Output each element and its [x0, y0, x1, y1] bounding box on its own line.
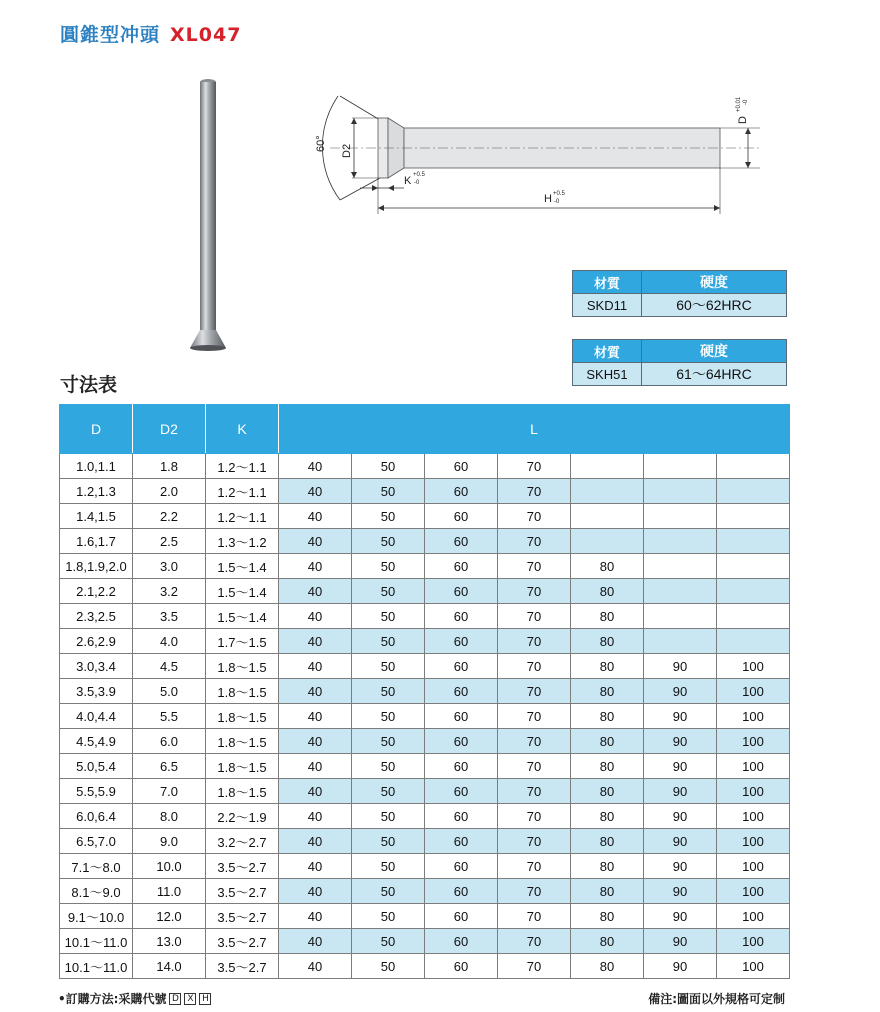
cell-d: 3.0,3.4	[60, 654, 133, 679]
material-header: 材質	[573, 340, 642, 363]
cell-d2: 5.0	[133, 679, 206, 704]
cell-l	[717, 629, 790, 654]
cell-l: 50	[352, 579, 425, 604]
cell-l: 80	[571, 854, 644, 879]
cell-l: 70	[498, 829, 571, 854]
cell-l: 50	[352, 704, 425, 729]
cell-l: 70	[498, 554, 571, 579]
cell-k: 2.2～1.9	[206, 804, 279, 829]
table-row	[60, 454, 790, 479]
hardness-header: 硬度	[642, 271, 787, 294]
cell-l: 70	[498, 529, 571, 554]
header-d2: D2	[133, 405, 206, 454]
cell-d: 5.5,5.9	[60, 779, 133, 804]
cell-l: 50	[352, 679, 425, 704]
d-label: D	[737, 116, 749, 124]
cell-l: 40	[279, 879, 352, 904]
cell-l: 70	[498, 679, 571, 704]
cell-l: 40	[279, 554, 352, 579]
cell-k: 3.5～2.7	[206, 854, 279, 879]
cell-l: 80	[571, 779, 644, 804]
cell-l: 50	[352, 554, 425, 579]
table-row	[60, 629, 790, 654]
cell-l	[644, 529, 717, 554]
material-header: 材質	[573, 271, 642, 294]
cell-d2: 6.0	[133, 729, 206, 754]
cell-d2: 5.5	[133, 704, 206, 729]
cell-l: 70	[498, 479, 571, 504]
order-method	[58, 990, 211, 1007]
cell-k: 1.5～1.4	[206, 604, 279, 629]
cell-l: 50	[352, 929, 425, 954]
cell-l	[717, 504, 790, 529]
size-table	[59, 404, 790, 979]
cell-l: 100	[717, 829, 790, 854]
cell-d2: 1.8	[133, 454, 206, 479]
cell-l: 80	[571, 954, 644, 979]
cell-k: 1.3～1.2	[206, 529, 279, 554]
cell-l: 50	[352, 854, 425, 879]
cell-d2: 2.0	[133, 479, 206, 504]
cell-l: 60	[425, 879, 498, 904]
cell-l: 40	[279, 529, 352, 554]
cell-k: 1.8～1.5	[206, 779, 279, 804]
cell-l: 40	[279, 804, 352, 829]
cell-l: 100	[717, 729, 790, 754]
cell-l: 100	[717, 854, 790, 879]
cell-l: 70	[498, 754, 571, 779]
cell-d2: 3.5	[133, 604, 206, 629]
cell-l: 50	[352, 654, 425, 679]
table-row	[60, 554, 790, 579]
cell-l: 60	[425, 579, 498, 604]
cell-l	[644, 629, 717, 654]
cell-d2: 3.2	[133, 579, 206, 604]
cell-l: 50	[352, 904, 425, 929]
table-row	[60, 679, 790, 704]
cell-l: 90	[644, 804, 717, 829]
custom-spec-note: 備注:圖面以外規格可定制	[648, 992, 785, 1006]
cell-d: 10.1～11.0	[60, 954, 133, 979]
header-d: D	[60, 405, 133, 454]
hardness-header: 硬度	[642, 340, 787, 363]
cell-l: 40	[279, 629, 352, 654]
cell-l: 50	[352, 954, 425, 979]
cell-l	[644, 504, 717, 529]
cell-l: 60	[425, 529, 498, 554]
cell-l: 40	[279, 729, 352, 754]
cell-l: 50	[352, 629, 425, 654]
cell-l: 100	[717, 929, 790, 954]
cell-l: 100	[717, 779, 790, 804]
cell-d2: 9.0	[133, 829, 206, 854]
cell-d: 1.2,1.3	[60, 479, 133, 504]
cell-l	[717, 529, 790, 554]
cell-d: 1.6,1.7	[60, 529, 133, 554]
table-row	[60, 854, 790, 879]
page-title	[60, 20, 241, 47]
cell-l: 70	[498, 854, 571, 879]
cell-d: 4.0,4.4	[60, 704, 133, 729]
cell-l: 80	[571, 804, 644, 829]
cell-l	[571, 454, 644, 479]
cell-l: 60	[425, 479, 498, 504]
h-tolerance-upper: +0.5	[553, 191, 565, 197]
cell-l: 50	[352, 879, 425, 904]
cell-l: 40	[279, 929, 352, 954]
header-k: K	[206, 405, 279, 454]
cell-d2: 11.0	[133, 879, 206, 904]
hardness-value: 61～64HRC	[642, 363, 787, 386]
table-row	[60, 654, 790, 679]
cell-l	[644, 479, 717, 504]
cell-l: 50	[352, 729, 425, 754]
cell-l: 80	[571, 679, 644, 704]
cell-l: 70	[498, 729, 571, 754]
code-box-x: X	[184, 993, 196, 1005]
cell-l: 50	[352, 504, 425, 529]
cell-l: 70	[498, 704, 571, 729]
cell-l: 40	[279, 779, 352, 804]
cell-l: 100	[717, 954, 790, 979]
cell-l	[571, 504, 644, 529]
cell-k: 1.2～1.1	[206, 504, 279, 529]
cell-l: 60	[425, 654, 498, 679]
cell-d2: 4.0	[133, 629, 206, 654]
cell-d: 2.3,2.5	[60, 604, 133, 629]
cell-d: 2.1,2.2	[60, 579, 133, 604]
cell-l: 50	[352, 529, 425, 554]
cell-l	[717, 604, 790, 629]
table-row	[60, 754, 790, 779]
cell-l: 40	[279, 904, 352, 929]
cell-l: 60	[425, 604, 498, 629]
cell-d: 6.5,7.0	[60, 829, 133, 854]
cell-k: 3.5～2.7	[206, 929, 279, 954]
h-label: H	[544, 193, 552, 205]
cell-l: 90	[644, 954, 717, 979]
cell-l: 70	[498, 579, 571, 604]
cell-l: 70	[498, 879, 571, 904]
cell-d2: 3.0	[133, 554, 206, 579]
d-tolerance-lower: -0	[743, 99, 749, 105]
cell-d: 1.4,1.5	[60, 504, 133, 529]
cell-k: 3.5～2.7	[206, 904, 279, 929]
cell-l	[644, 554, 717, 579]
cell-l: 40	[279, 504, 352, 529]
cell-l: 80	[571, 754, 644, 779]
cell-d: 9.1～10.0	[60, 904, 133, 929]
cell-l: 40	[279, 479, 352, 504]
cell-l: 90	[644, 704, 717, 729]
cell-l: 70	[498, 804, 571, 829]
cell-l	[644, 579, 717, 604]
header-l: L	[279, 405, 790, 454]
cell-l: 100	[717, 754, 790, 779]
cell-d2: 8.0	[133, 804, 206, 829]
cell-d: 8.1～9.0	[60, 879, 133, 904]
cell-l	[717, 579, 790, 604]
k-tolerance-lower: -0	[414, 180, 420, 186]
cell-l: 40	[279, 854, 352, 879]
angle-label: 60°	[315, 135, 327, 152]
cell-l: 60	[425, 829, 498, 854]
material-table-skh51	[572, 339, 787, 386]
cell-l: 70	[498, 454, 571, 479]
table-row	[60, 904, 790, 929]
cell-l: 90	[644, 904, 717, 929]
table-row	[60, 779, 790, 804]
cell-l: 60	[425, 629, 498, 654]
cell-l	[571, 479, 644, 504]
cell-l: 90	[644, 654, 717, 679]
table-row	[60, 579, 790, 604]
cell-l: 80	[571, 729, 644, 754]
cell-l: 80	[571, 629, 644, 654]
cell-l: 60	[425, 754, 498, 779]
cell-k: 1.7～1.5	[206, 629, 279, 654]
cell-l: 70	[498, 954, 571, 979]
cell-k: 3.2～2.7	[206, 829, 279, 854]
cell-l: 80	[571, 704, 644, 729]
cell-d2: 2.2	[133, 504, 206, 529]
cell-l: 100	[717, 904, 790, 929]
cell-l: 50	[352, 779, 425, 804]
cell-d2: 2.5	[133, 529, 206, 554]
cell-k: 1.2～1.1	[206, 454, 279, 479]
cell-l: 90	[644, 679, 717, 704]
cell-k: 3.5～2.7	[206, 954, 279, 979]
table-row	[60, 929, 790, 954]
cell-l: 70	[498, 604, 571, 629]
cell-l: 90	[644, 929, 717, 954]
code-box-d: D	[169, 993, 181, 1005]
cell-l: 50	[352, 804, 425, 829]
cell-l: 40	[279, 754, 352, 779]
cell-l: 60	[425, 554, 498, 579]
cell-d2: 6.5	[133, 754, 206, 779]
d-tolerance-upper: +0.01	[736, 96, 742, 112]
size-table-body	[60, 454, 790, 979]
k-tolerance-upper: +0.5	[413, 172, 425, 178]
cell-l	[644, 604, 717, 629]
cell-k: 1.5～1.4	[206, 554, 279, 579]
cell-l: 50	[352, 479, 425, 504]
cell-l: 60	[425, 729, 498, 754]
cell-l: 80	[571, 654, 644, 679]
table-row	[60, 604, 790, 629]
cell-l	[717, 479, 790, 504]
cell-l: 50	[352, 454, 425, 479]
cell-l: 100	[717, 679, 790, 704]
cell-k: 1.8～1.5	[206, 754, 279, 779]
material-value: SKH51	[573, 363, 642, 386]
cell-l: 40	[279, 579, 352, 604]
cell-d: 7.1～8.0	[60, 854, 133, 879]
cell-k: 1.5～1.4	[206, 579, 279, 604]
cell-l: 60	[425, 904, 498, 929]
cell-l: 80	[571, 829, 644, 854]
cell-d: 2.6,2.9	[60, 629, 133, 654]
cell-l	[717, 554, 790, 579]
product-code: XL047	[170, 24, 242, 46]
cell-l: 60	[425, 929, 498, 954]
cell-l: 90	[644, 754, 717, 779]
cell-l: 100	[717, 654, 790, 679]
cell-l: 60	[425, 454, 498, 479]
cell-k: 1.8～1.5	[206, 729, 279, 754]
cell-d: 1.8,1.9,2.0	[60, 554, 133, 579]
product-name: 圓錐型冲頭	[60, 24, 161, 46]
cell-l: 90	[644, 729, 717, 754]
table-row	[60, 729, 790, 754]
cell-l: 50	[352, 604, 425, 629]
cell-l: 90	[644, 854, 717, 879]
cell-k: 1.8～1.5	[206, 654, 279, 679]
material-table-skd11	[572, 270, 787, 317]
cell-d: 1.0,1.1	[60, 454, 133, 479]
cell-l: 100	[717, 879, 790, 904]
cell-k: 3.5～2.7	[206, 879, 279, 904]
cell-l: 90	[644, 879, 717, 904]
cell-d2: 13.0	[133, 929, 206, 954]
cell-l: 90	[644, 779, 717, 804]
cell-l	[717, 454, 790, 479]
k-label: K	[404, 175, 412, 187]
cell-l: 40	[279, 679, 352, 704]
cell-l: 70	[498, 779, 571, 804]
h-tolerance-lower: -0	[554, 199, 560, 205]
cell-k: 1.2～1.1	[206, 479, 279, 504]
cell-l: 70	[498, 629, 571, 654]
cell-l: 70	[498, 654, 571, 679]
cell-l: 60	[425, 504, 498, 529]
cell-l: 60	[425, 854, 498, 879]
table-row	[60, 829, 790, 854]
cell-d: 6.0,6.4	[60, 804, 133, 829]
table-row	[60, 704, 790, 729]
cell-l	[644, 454, 717, 479]
cell-l: 40	[279, 454, 352, 479]
table-row	[60, 879, 790, 904]
cell-l: 40	[279, 954, 352, 979]
cell-d: 3.5,3.9	[60, 679, 133, 704]
cell-l: 70	[498, 929, 571, 954]
cell-l: 100	[717, 804, 790, 829]
order-method-text: •訂購方法:采購代號	[58, 992, 167, 1006]
table-row	[60, 804, 790, 829]
cell-l: 70	[498, 504, 571, 529]
table-row	[60, 504, 790, 529]
cell-k: 1.8～1.5	[206, 679, 279, 704]
cell-d2: 10.0	[133, 854, 206, 879]
cell-l: 60	[425, 704, 498, 729]
cell-l: 100	[717, 704, 790, 729]
technical-drawing	[300, 82, 780, 222]
cell-l	[571, 529, 644, 554]
cell-l: 40	[279, 604, 352, 629]
table-row	[60, 529, 790, 554]
table-row	[60, 954, 790, 979]
d2-label: D2	[341, 143, 353, 158]
cell-d2: 14.0	[133, 954, 206, 979]
cell-d: 5.0,5.4	[60, 754, 133, 779]
cell-d2: 7.0	[133, 779, 206, 804]
cell-l: 70	[498, 904, 571, 929]
cell-d: 4.5,4.9	[60, 729, 133, 754]
cell-l: 60	[425, 954, 498, 979]
cell-l: 50	[352, 829, 425, 854]
cell-l: 80	[571, 879, 644, 904]
cell-d2: 4.5	[133, 654, 206, 679]
cell-l: 60	[425, 779, 498, 804]
cell-d2: 12.0	[133, 904, 206, 929]
cell-l: 40	[279, 829, 352, 854]
cell-l: 60	[425, 679, 498, 704]
cell-l: 80	[571, 554, 644, 579]
cell-l: 90	[644, 829, 717, 854]
cell-d: 10.1～11.0	[60, 929, 133, 954]
code-box-h: H	[199, 993, 211, 1005]
cell-l: 80	[571, 929, 644, 954]
material-value: SKD11	[573, 294, 642, 317]
cell-l: 80	[571, 904, 644, 929]
cell-l: 80	[571, 604, 644, 629]
table-row	[60, 479, 790, 504]
pin-photo-image	[186, 78, 236, 354]
cell-l: 50	[352, 754, 425, 779]
cell-l: 40	[279, 704, 352, 729]
cell-l: 80	[571, 579, 644, 604]
cell-l: 60	[425, 804, 498, 829]
hardness-value: 60～62HRC	[642, 294, 787, 317]
cell-l: 40	[279, 654, 352, 679]
size-table-title: 寸法表	[60, 374, 118, 396]
cell-k: 1.8～1.5	[206, 704, 279, 729]
